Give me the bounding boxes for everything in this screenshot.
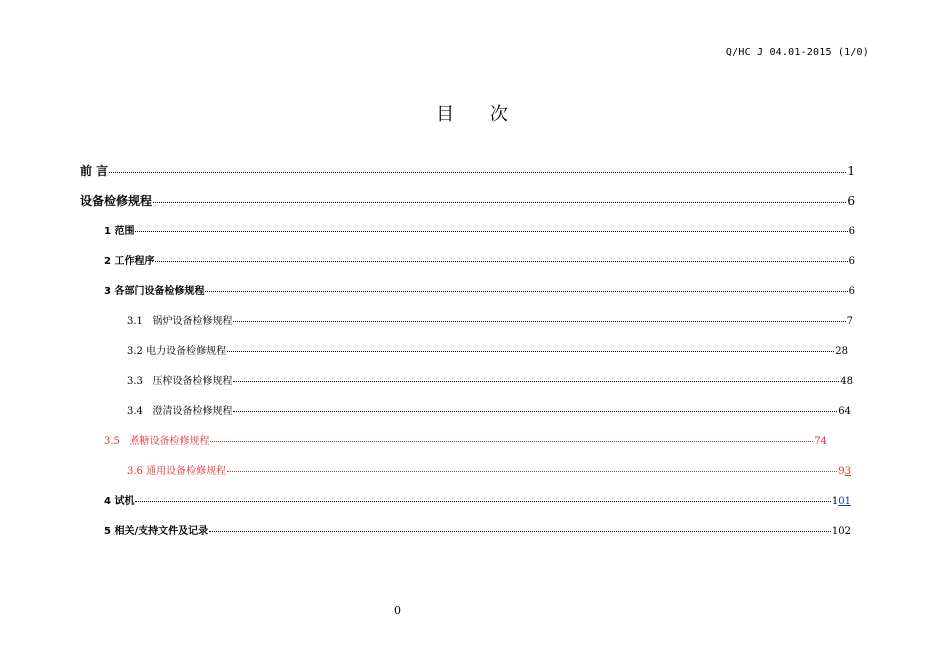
toc-entry-equipment-maintenance[interactable] bbox=[80, 194, 855, 208]
toc-label: 4 试机 bbox=[104, 496, 135, 507]
toc-leader bbox=[227, 471, 837, 472]
toc-entry-clarification[interactable] bbox=[127, 405, 851, 419]
toc-label: 1 范围 bbox=[104, 226, 135, 237]
page-link[interactable]: 01 bbox=[838, 496, 851, 507]
toc-leader bbox=[109, 172, 846, 173]
toc-label: 设备检修规程 bbox=[80, 194, 153, 208]
toc-label: 3.1 锅炉设备检修规程 bbox=[127, 316, 233, 327]
toc-label: 2 工作程序 bbox=[104, 256, 155, 267]
toc-entry-foreword[interactable] bbox=[80, 164, 855, 178]
toc-page: 1 bbox=[847, 164, 855, 178]
toc-page: 102 bbox=[831, 526, 851, 537]
toc-page: 6 bbox=[848, 226, 855, 237]
toc-page: 28 bbox=[835, 346, 848, 357]
toc-entry-scope[interactable] bbox=[104, 225, 855, 239]
toc-page: 101 bbox=[831, 496, 851, 507]
toc-label: 5 相关/支持文件及记录 bbox=[104, 526, 209, 537]
toc-entry-department-rules[interactable] bbox=[104, 285, 855, 299]
toc-leader bbox=[135, 501, 830, 502]
toc-label: 3.6 通用设备检修规程 bbox=[127, 466, 227, 477]
toc-page: 6 bbox=[847, 194, 855, 208]
toc-label: 3.2 电力设备检修规程 bbox=[127, 346, 227, 357]
toc-leader bbox=[210, 441, 813, 442]
toc-entry-sugar-boiling[interactable] bbox=[104, 435, 827, 449]
toc-leader bbox=[205, 291, 847, 292]
toc-page: 6 bbox=[848, 256, 855, 267]
toc-page: 6 bbox=[848, 286, 855, 297]
toc-leader bbox=[209, 531, 831, 532]
toc-entry-trial-run[interactable] bbox=[104, 495, 851, 509]
toc-label: 3.4 澄清设备检修规程 bbox=[127, 406, 233, 417]
toc-page: 64 bbox=[838, 406, 851, 417]
toc-leader bbox=[135, 231, 847, 232]
toc-page: 74 bbox=[814, 436, 827, 447]
toc-leader bbox=[233, 321, 845, 322]
toc-leader bbox=[227, 351, 834, 352]
toc-page: 7 bbox=[846, 316, 853, 327]
toc-leader bbox=[233, 381, 839, 382]
toc-entry-boiler[interactable] bbox=[127, 315, 853, 329]
page-number: 0 bbox=[394, 604, 401, 617]
toc-entry-pressing[interactable] bbox=[127, 375, 853, 389]
toc-label: 3.5 煮糖设备检修规程 bbox=[104, 436, 210, 447]
toc-leader bbox=[155, 261, 847, 262]
toc-entry-power[interactable] bbox=[127, 345, 848, 359]
page-title: 目 次 bbox=[436, 104, 514, 125]
toc-leader bbox=[153, 202, 846, 203]
toc-leader bbox=[233, 411, 837, 412]
toc-entry-general-equipment[interactable] bbox=[127, 465, 851, 479]
toc-page: 93 bbox=[838, 466, 851, 477]
toc-page: 48 bbox=[840, 376, 853, 387]
toc-label: 前 言 bbox=[80, 164, 109, 178]
toc-label: 3.3 压榨设备检修规程 bbox=[127, 376, 233, 387]
toc-entry-work-procedure[interactable] bbox=[104, 255, 855, 269]
document-code: Q/HC J 04.01-2015 (1/0) bbox=[725, 47, 869, 58]
toc-entry-related-documents[interactable] bbox=[104, 525, 851, 539]
toc-label: 3 各部门设备检修规程 bbox=[104, 286, 205, 297]
